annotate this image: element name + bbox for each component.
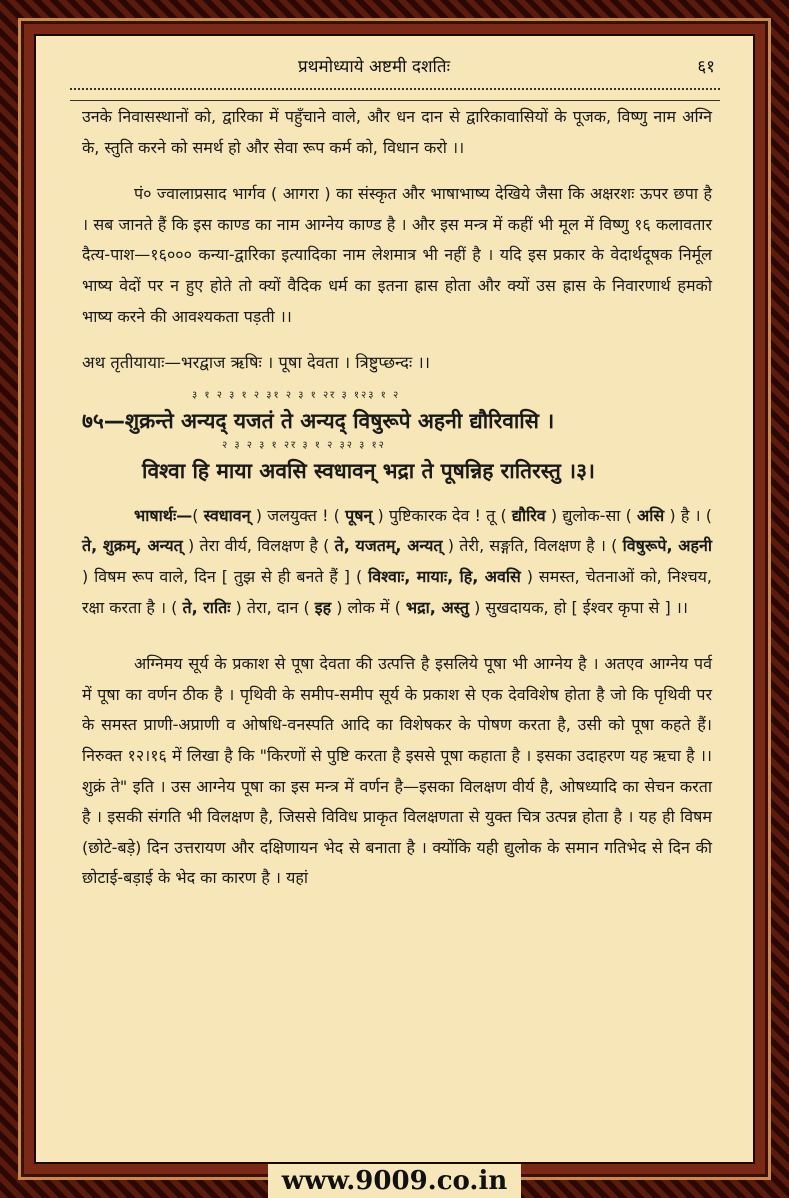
header-divider [70, 88, 720, 101]
bhashartha-paragraph [82, 501, 712, 623]
gloss-text: ) तेरा, दान ( [230, 597, 315, 617]
paragraph-note: पं० ज्वालाप्रसाद भार्गव ( आगरा ) का संस्कृत और भाषाभाष्य देखिये जैसा कि अक्षरशः ऊपर छपा है । सब जानते हैं कि इस काण्ड का नाम आग्नेय काण्ड है । और इस मन्त्र में कहीं भी मूल में विष्णु १६ कलावतार दैत्य-पाश—१६००० कन्या-द्वारिका इत्यादिका नाम लेशमात्र भी नहीं है । यदि इस प्रकार के वेदार्थदूषक निर्मूल भाष्य वेदों पर न हुए होते तो क्यों वैदिक धर्म का इतना ह्रास होता और क्यों उस ह्रास के निवारणार्थ हमको भाष्य करने की आवश्यकता पड़ती ।। [82, 184, 712, 326]
gloss-term: पूषन् [345, 505, 373, 525]
gloss-term: ते, शुक्रम्, अन्यत् [82, 536, 183, 556]
gloss-term: भद्रा, अस्तु [405, 597, 470, 617]
paragraph-continued: उनके निवासस्थानों को, द्वारिका में पहुँचाने वाले, और धन दान से द्वारिकावासियों के पूजक, विष्णु नाम अग्नि के, स्तुति करने को समर्थ हो और सेवा रूप कर्म को, विधान करो ।। [82, 107, 712, 157]
page-body [82, 102, 712, 894]
page-header [36, 54, 753, 82]
book-page [36, 36, 753, 1162]
gloss-text: ) जलयुक्त ! ( [250, 505, 346, 525]
commentary-paragraph: अग्निमय सूर्य के प्रकाश से पूषा देवता की उत्पत्ति है इसलिये पूषा भी आग्नेय है । अतएव आग्नेय पर्व में पूषा का वर्णन ठीक है । पृथिवी के समीप-समीप सूर्य के प्रकाश से एक देवविशेष होता है जो कि पृथिवी पर के समस्त प्राणी-अप्राणी व ओषधि-वनस्पति आदि का विशेषकर के पोषण करता है, उसी को पूषा कहते हैं। निरुक्त १२।१६ में लिखा है कि "किरणों से पुष्टि करता है इससे पूषा कहाता है । इसका उदाहरण यह ऋचा है ।। शुक्रं ते" इति । उस आग्नेय पूषा का इस मन्त्र में वर्णन है—इसका विलक्षण वीर्य है, ओषध्यादि का सेचन करता है । इसकी संगति भी विलक्षण है, जिससे विविध प्राकृत विलक्षणता से युक्त चित्र उत्पन्न होता है । यह ही विषम (छोटे-बड़े) दिन उत्तरायण और दक्षिणायन भेद से बनाता है । क्योंकि यही द्युलोक के समान गतिभेद से दिन की छोटाई-बड़ाई के भेद का कारण है । यहां [82, 654, 712, 888]
gloss-term: विश्वाः, मायाः, हि, अवसि [368, 566, 521, 586]
rishi-devata-line: अथ तृतीयायाः—भरद्वाज ऋषिः । पूषा देवता । त्रिष्टुप्छन्दः ।। [82, 353, 430, 373]
gloss-text: ( [192, 505, 204, 525]
gloss-text: ) समस्त, चेतनाओं को, निश्चय, रक्षा करता है । ( [82, 566, 712, 617]
gloss-term: ते, रातिः [182, 597, 231, 617]
mantra-line-2: विश्वा हि माया अवसि स्वधावन् भद्रा ते पूषन्निह रातिरस्तु ।३। [142, 458, 595, 483]
gloss-term: विषुरूपे, अहनी [622, 536, 712, 556]
gloss-term: द्यौरिव [511, 505, 546, 525]
gloss-text: ) सुखदायक, हो [ ईश्वर कृपा से ] ।। [469, 597, 688, 617]
page-footer [0, 1164, 789, 1198]
gloss-text: ) द्युलोक-सा ( [545, 505, 638, 525]
gloss-text: ) पुष्टिकारक देव ! तू ( [372, 505, 512, 525]
page-number: ६१ [697, 57, 715, 77]
gloss-text: ) तेरा वीर्य, विलक्षण है ( [182, 536, 335, 556]
gloss-term: असि [637, 505, 665, 525]
gloss-text: ) विषम रूप वाले, दिन [ तुझ से ही बनते हैं ] ( [82, 566, 369, 586]
page-title: प्रथमोध्याये अष्टमी दशतिः [298, 57, 451, 77]
svara-marks-line-1: ३ १ २ ३ १ २ ३१ २ ३ १ २र ३ १२३ १ २ [192, 389, 401, 401]
svara-marks-line-2: २ ३ २ ३ १ २र ३ १ २ ३२ ३ १२ [222, 439, 386, 451]
gloss-text: ) लोक में ( [331, 597, 406, 617]
gloss-term: स्वधावन् [203, 505, 251, 525]
gloss-text: ) तेरी, सङ्गति, विलक्षण है । ( [442, 536, 623, 556]
mantra-line-1: ७५—शुक्रन्ते अन्यद् यजतं ते अन्यद् विषुरूपे अहनी द्यौरिवासि । [82, 408, 555, 433]
website-link[interactable]: www.9009.co.in [268, 1164, 522, 1198]
gloss-term: ते, यजतम्, अन्यत् [334, 536, 443, 556]
bhashartha-label: भाषार्थः— [134, 505, 193, 525]
gloss-term: इह [314, 597, 332, 617]
gloss-text: ) है । ( [664, 505, 713, 525]
